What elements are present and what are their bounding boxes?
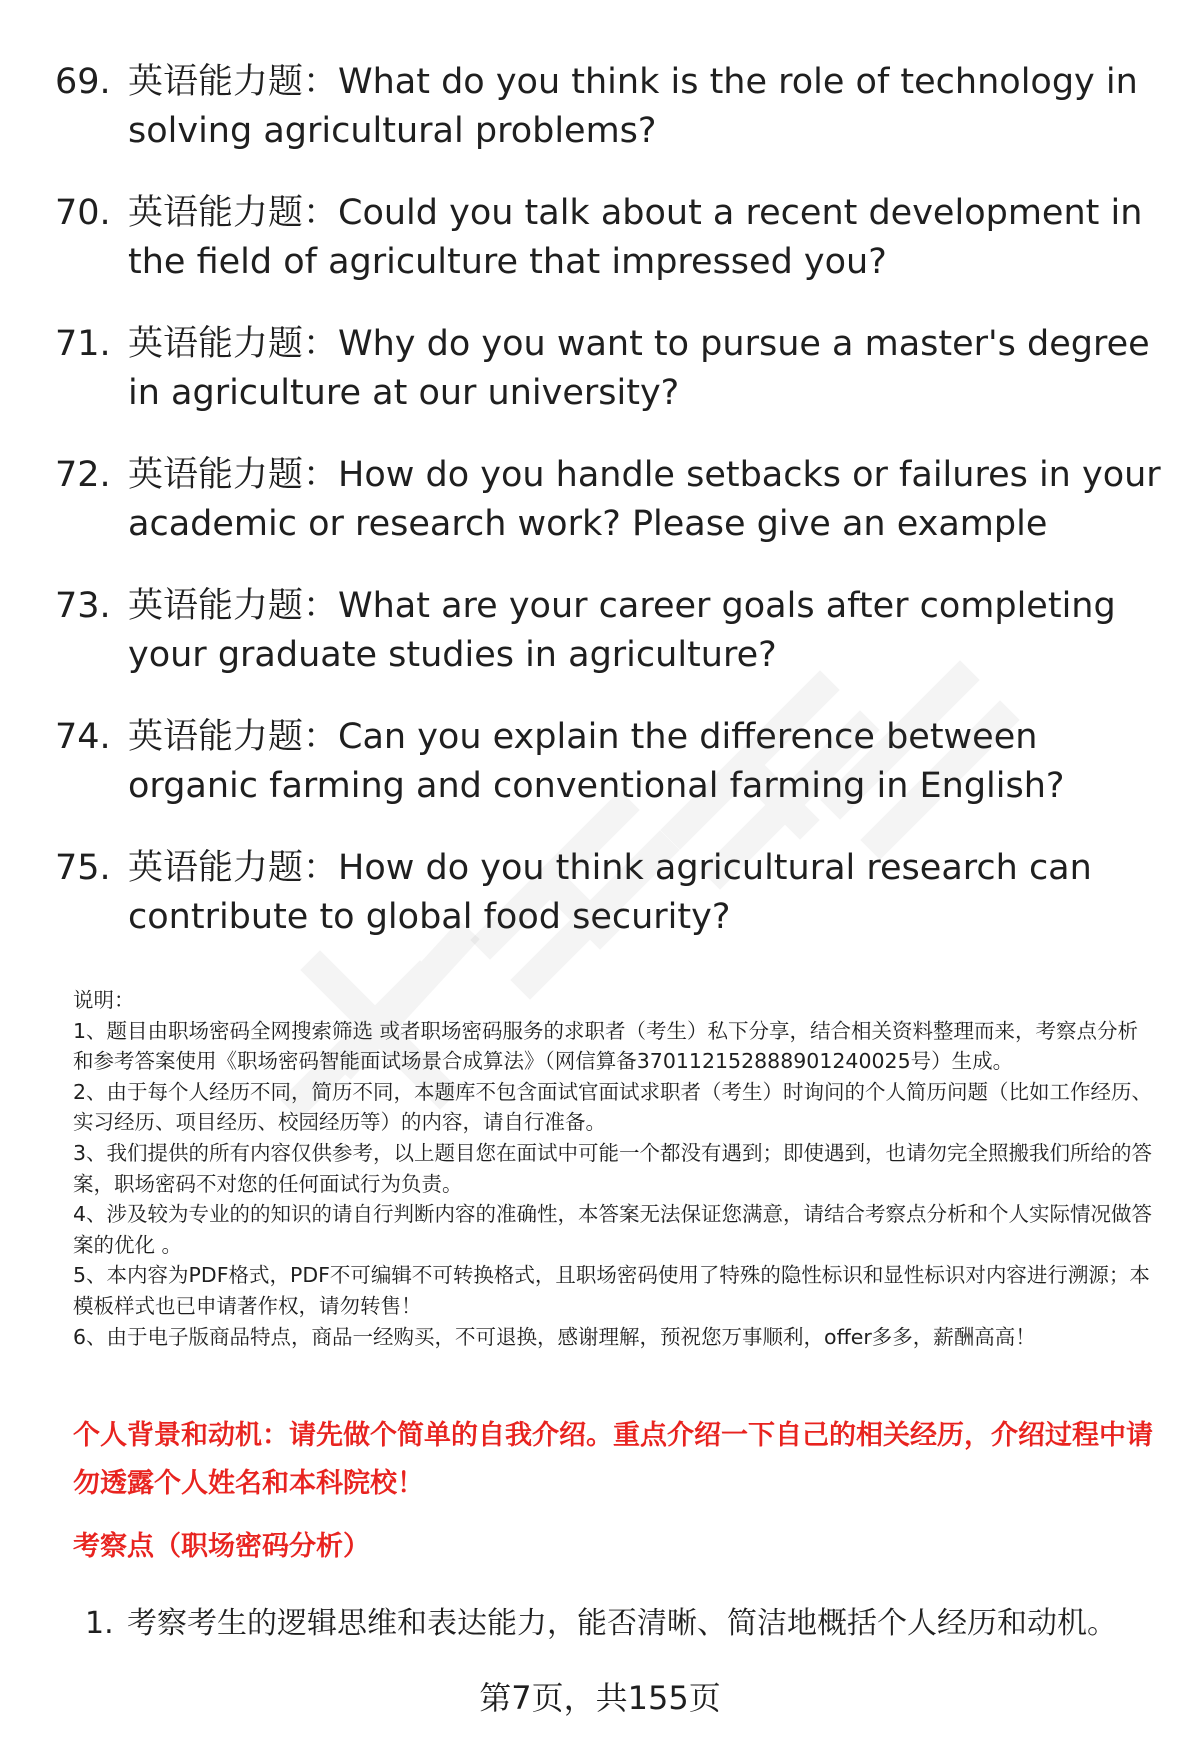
question-item [55,320,1165,418]
highlight-question: 个人背景和动机：请先做个简单的自我介绍。重点介绍一下自己的相关经历，介绍过程中请勿透露个人姓名和本科院校！ [73,1420,1153,1499]
question-text: 英语能力题：What are your career goals after completing your graduate studies in agriculture? [128,586,1116,675]
question-number: 75. [55,848,111,888]
page-number: 第7页，共155页 [479,1679,721,1717]
note-item: 5、本内容为PDF格式，PDF不可编辑不可转换格式，且职场密码使用了特殊的隐性标识和显性标识对内容进行溯源；本模板样式也已申请著作权，请勿转售！ [73,1263,1150,1318]
question-item [55,713,1165,811]
question-text: 英语能力题：Can you explain the difference between organic farming and conventional farming in English? [128,717,1065,806]
analysis-number: 1. [85,1606,114,1641]
question-number: 72. [55,455,111,495]
question-text: 英语能力题：Why do you want to pursue a master's degree in agriculture at our university? [128,324,1150,413]
question-number: 73. [55,586,111,626]
note-item: 3、我们提供的所有内容仅供参考，以上题目您在面试中可能一个都没有遇到；即使遇到，也请勿完全照搬我们所给的答案，职场密码不对您的任何面试行为负责。 [73,1140,1153,1196]
question-item [55,58,1165,156]
question-number: 74. [55,717,111,757]
notes-section [73,985,1158,1352]
question-text: 英语能力题：What do you think is the role of technology in solving agricultural problems? [128,62,1138,151]
note-item: 1、题目由职场密码全网搜索筛选 或者职场密码服务的求职者（考生）私下分享，结合相关资料整理而来，考察点分析和参考答案使用《职场密码智能面试场景合成算法》（网信算备370112152888901240025号）生成。 [73,1018,1139,1074]
note-item: 2、由于每个人经历不同，简历不同，本题库不包含面试官面试求职者（考生）时询问的个人简历问题（比如工作经历、实习经历、项目经历、校园经历等）的内容，请自行准备。 [73,1079,1153,1135]
notes-heading: 说明： [73,988,135,1012]
question-number: 71. [55,324,111,364]
analysis-item [85,1600,1165,1648]
question-item [55,451,1165,549]
question-number: 70. [55,193,111,233]
question-item [55,582,1165,680]
analysis-text: 考察考生的逻辑思维和表达能力，能否清晰、简洁地概括个人经历和动机。 [127,1606,1117,1641]
question-item [55,189,1165,287]
analysis-title: 考察点（职场密码分析） [73,1531,370,1562]
note-item: 4、涉及较为专业的的知识的请自行判断内容的准确性，本答案无法保证您满意，请结合考察点分析和个人实际情况做答案的优化 。 [73,1202,1153,1257]
question-number: 69. [55,62,111,102]
question-item [55,844,1165,942]
question-text: 英语能力题：How do you handle setbacks or failures in your academic or research work? Please give an example [128,455,1161,544]
note-item: 6、由于电子版商品特点，商品一经购买，不可退换，感谢理解，预祝您万事顺利，offer多多，薪酬高高！ [73,1324,1036,1349]
question-list [55,58,1165,975]
question-text: 英语能力题：How do you think agricultural research can contribute to global food security? [128,848,1092,937]
question-text: 英语能力题：Could you talk about a recent development in the field of agriculture that impressed you? [128,193,1143,282]
